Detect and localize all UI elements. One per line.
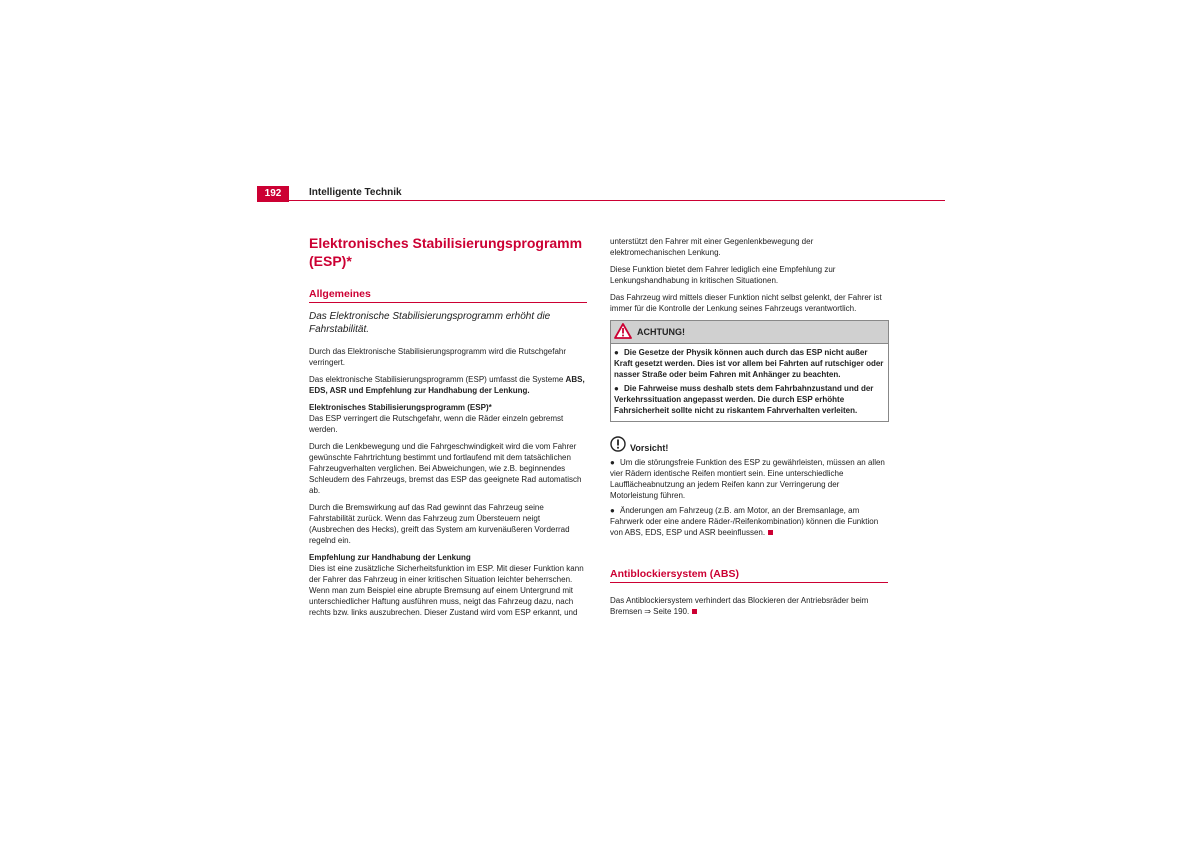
paragraph-systems [309, 374, 587, 396]
warning-box [610, 320, 889, 422]
left-column [309, 234, 587, 624]
paragraph: Dies ist eine zusätzliche Sicherheitsfunktion im ESP. Mit dieser Funktion kann der Fahrer das Fahrzeug in einer kritischen Situation leichter beherrschen. Wenn man zum Beispiel eine abrupte Bremsung auf einem Untergrund mit unterschiedlicher Haftung ausführen muss, neigt das Fahrzeug dazu, nach rechts bzw. links auszubrechen. Dieser Zustand wird vom ESP erkannt, und [309, 564, 584, 617]
running-header: Intelligente Technik [309, 187, 402, 198]
page-number: 192 [257, 186, 289, 202]
right-column [610, 236, 888, 623]
warning-triangle-icon [614, 323, 632, 342]
caution-item-text: Um die störungsfreie Funktion des ESP zu gewährleisten, müssen an allen vier Rädern identische Reifen montiert sein. Eine unterschiedliche Laufflächeabnutzung an jedem Reifen kann zur Verringerung der Motorleistung führen. [610, 458, 885, 500]
end-mark-icon [768, 530, 773, 535]
paragraph: Diese Funktion bietet dem Fahrer lediglich eine Empfehlung zur Lenkungshandhabung in kritischen Situationen. [610, 265, 836, 285]
warning-item-text: Die Gesetze der Physik können auch durch das ESP nicht außer Kraft gesetzt werden. Dies ist vor allem bei Fahrten auf rutschiger oder nasser Straße oder beim Fahren mit Anhänger zu beachten. [614, 348, 884, 379]
warning-header [611, 321, 888, 344]
main-title-line2: (ESP)* [309, 253, 352, 269]
bullet-icon: ● [614, 384, 619, 393]
header-rule [257, 200, 945, 201]
main-title [309, 234, 587, 270]
bullet-icon: ● [610, 506, 615, 515]
paragraph: unterstützt den Fahrer mit einer Gegenlenkbewegung der elektromechanischen Lenkung. [610, 237, 814, 257]
paragraph-abs-text: Das Antiblockiersystem verhindert das Blockieren der Antriebsräder beim Bremsen ⇒ Seite 190. [610, 596, 869, 616]
caution-title: Vorsicht! [630, 443, 669, 453]
warning-item-text: Die Fahrweise muss deshalb stets dem Fahrbahnzustand und der Verkehrssituation angepasst werden. Die durch ESP erhöhte Fahrsicherheit sollte nicht zu riskantem Fahrverhalten verleiten. [614, 384, 874, 415]
bullet-icon: ● [614, 348, 619, 357]
warning-body [611, 344, 888, 421]
bullet-icon: ● [610, 458, 615, 467]
paragraph: Durch die Bremswirkung auf das Rad gewinnt das Fahrzeug seine Fahrstabilität zurück. Wenn das Fahrzeug zum Übersteuern neigt (Ausbrechen des Hecks), greift das System am kurvenäußeren Vorderrad regelnd ein. [309, 503, 570, 545]
end-mark-icon [692, 609, 697, 614]
caution-item-text: Änderungen am Fahrzeug (z.B. am Motor, an der Bremsanlage, am Fahrwerk oder eine andere Räder-/Reifenkombination) können die Funktion von ABS, EDS, ESP und ASR beeinflussen. [610, 506, 879, 537]
paragraph-abs [610, 595, 888, 617]
caution-header [610, 436, 888, 455]
warning-title: ACHTUNG! [637, 326, 685, 337]
subheading-esp: Elektronisches Stabilisierungsprogramm (ESP)* [309, 403, 492, 412]
paragraph-text: Das elektronische Stabilisierungsprogramm (ESP) umfasst die Systeme [309, 375, 566, 384]
paragraph: Das Fahrzeug wird mittels dieser Funktion nicht selbst gelenkt, der Fahrer ist immer für die Kontrolle der Lenkung seines Fahrzeugs verantwortlich. [610, 293, 882, 313]
lead-text: Das Elektronische Stabilisierungsprogramm erhöht die Fahrstabilität. [309, 311, 551, 335]
paragraph: Das ESP verringert die Rutschgefahr, wenn die Räder einzeln gebremst werden. [309, 414, 564, 434]
warning-item [614, 347, 885, 380]
exclamation-circle-icon [610, 436, 626, 455]
section-heading-allgemeines: Allgemeines [309, 288, 587, 303]
paragraph-bold-text: ABS, EDS, ASR und Empfehlung zur Handhabung der Lenkung. [309, 375, 585, 395]
main-title-line1: Elektronisches Stabilisierungsprogramm [309, 235, 583, 251]
paragraph: Durch das Elektronische Stabilisierungsprogramm wird die Rutschgefahr verringert. [309, 347, 567, 367]
section-heading-abs: Antiblockiersystem (ABS) [610, 568, 888, 583]
subheading-steering: Empfehlung zur Handhabung der Lenkung [309, 553, 471, 562]
paragraph: Durch die Lenkbewegung und die Fahrgeschwindigkeit wird die vom Fahrer gewünschte Fahrtrichtung bestimmt und fortlaufend mit dem tatsächlichen Fahrzeugverhalten verglichen. Bei Abweichungen, wie z.B. beginnendes Schleudern des Fahrzeugs, bremst das ESP das geeignete Rad automatisch ab. [309, 442, 582, 495]
warning-item [614, 383, 885, 416]
caution-item [610, 457, 888, 501]
caution-item [610, 505, 888, 538]
